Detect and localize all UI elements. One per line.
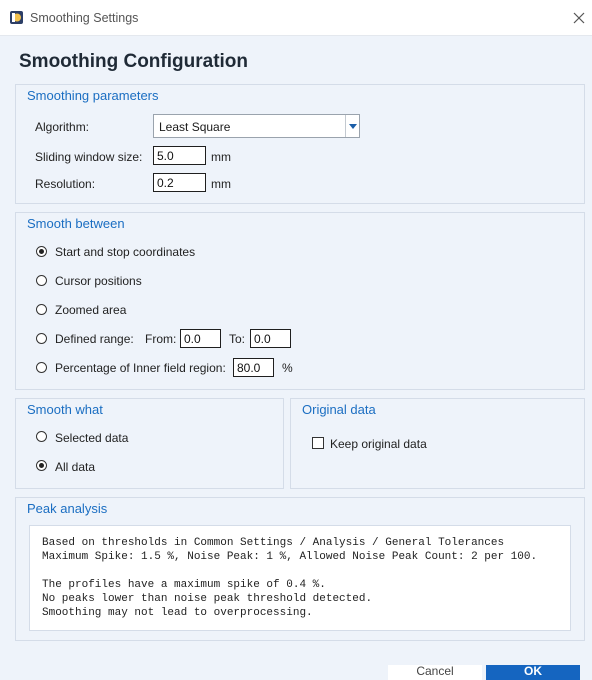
- title-bar: [0, 0, 592, 36]
- algorithm-dropdown[interactable]: [153, 114, 360, 138]
- resolution-label: Resolution:: [35, 177, 96, 191]
- radio-percentage-inner-field[interactable]: [36, 362, 47, 373]
- algorithm-label: Algorithm:: [35, 120, 90, 134]
- app-icon: [9, 10, 24, 25]
- resolution-unit: mm: [211, 177, 231, 191]
- radio-selected-data[interactable]: [36, 431, 47, 442]
- ok-button[interactable]: OK: [486, 665, 580, 680]
- chevron-down-icon: [346, 115, 360, 137]
- radio-label[interactable]: All data: [55, 460, 96, 474]
- to-label: To:: [229, 332, 246, 346]
- radio-cursor-positions[interactable]: [36, 275, 47, 286]
- radio-zoomed-area[interactable]: [36, 304, 47, 315]
- window-size-unit: mm: [211, 150, 231, 164]
- radio-label[interactable]: Selected data: [55, 431, 129, 445]
- algorithm-value: Least Square: [159, 120, 231, 134]
- checkbox-label[interactable]: Keep original data: [330, 437, 427, 451]
- cancel-button[interactable]: Cancel: [388, 665, 482, 680]
- to-input[interactable]: [250, 329, 291, 348]
- from-label: From:: [145, 332, 177, 346]
- percentage-input[interactable]: [233, 358, 274, 377]
- from-input[interactable]: [180, 329, 221, 348]
- window-size-input[interactable]: [153, 146, 206, 165]
- close-icon[interactable]: [572, 11, 586, 25]
- radio-label[interactable]: Percentage of Inner field region:: [55, 361, 226, 375]
- radio-start-stop[interactable]: [36, 246, 47, 257]
- group-title: Smoothing parameters: [27, 88, 159, 103]
- group-title: Peak analysis: [27, 501, 108, 516]
- page-title: Smoothing Configuration: [19, 51, 249, 72]
- radio-defined-range[interactable]: [36, 333, 47, 344]
- window-title: Smoothing Settings: [30, 11, 139, 25]
- radio-label[interactable]: Zoomed area: [55, 303, 127, 317]
- radio-all-data[interactable]: [36, 460, 47, 471]
- radio-label[interactable]: Defined range:: [55, 332, 134, 346]
- group-title: Original data: [302, 402, 376, 417]
- peak-analysis-text: Based on thresholds in Common Settings / Analysis / General Tolerances Maximum Spike: 1.5 %, Noise Peak: 1 %, Allowed Noise Peak Count: 2 per 100. The profiles have a maximum spike of 0.4 %. No peaks lower than noise peak threshold detected. Smoothing may not lead to overprocessing.: [29, 525, 571, 631]
- group-title: Smooth between: [27, 216, 125, 231]
- smoothing-parameters-group: [15, 84, 585, 204]
- group-title: Smooth what: [27, 402, 103, 417]
- keep-original-checkbox[interactable]: [312, 437, 324, 449]
- window-size-label: Sliding window size:: [35, 150, 143, 164]
- percentage-unit: %: [282, 361, 293, 375]
- resolution-input[interactable]: [153, 173, 206, 192]
- dropdown-arrow[interactable]: [345, 115, 359, 137]
- radio-label[interactable]: Cursor positions: [55, 274, 142, 288]
- radio-label[interactable]: Start and stop coordinates: [55, 245, 196, 259]
